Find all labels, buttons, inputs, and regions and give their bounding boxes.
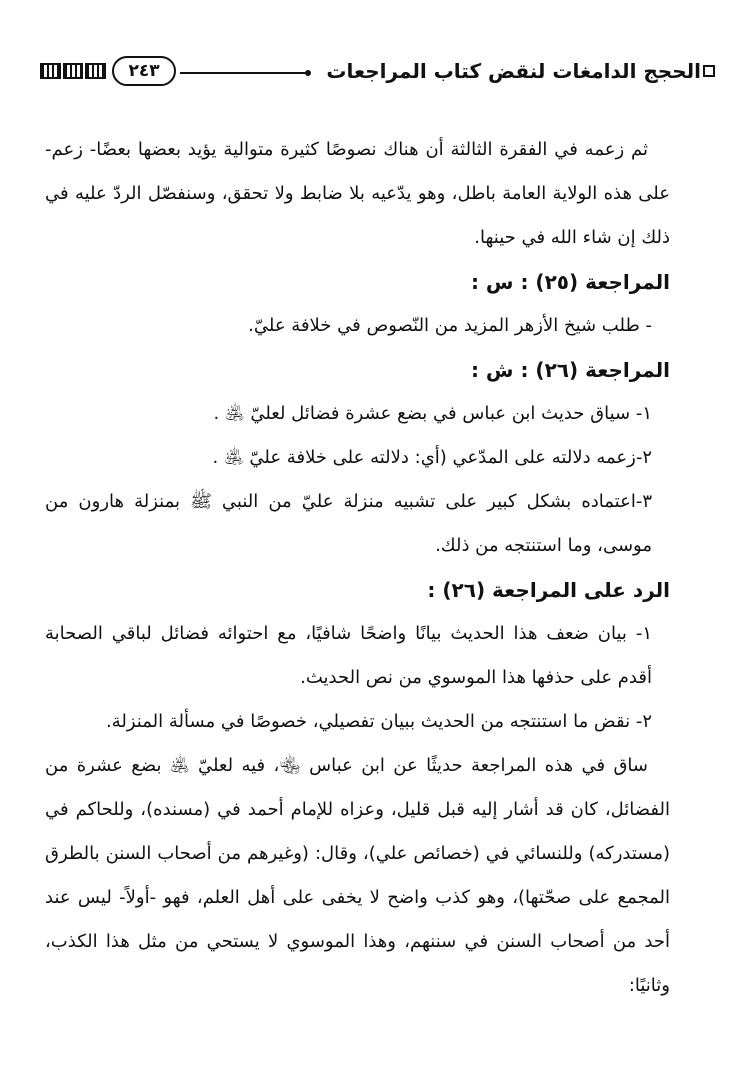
- ornament-icon: [40, 63, 61, 79]
- list-item: ١- بيان ضعف هذا الحديث بيانًا واضحًا شافيًا، مع احتوائه فضائل لباقي الصحابة أقدم على حذفها هذا الموسوي من نص الحديث.: [45, 623, 652, 688]
- list-item: ١- سياق حديث ابن عباس في بضع عشرة فضائل لعليّ ﵁ .: [213, 403, 652, 424]
- list-item: - طلب شيخ الأزهر المزيد من النّصوص في خلافة عليّ.: [248, 315, 652, 336]
- header-rule: [180, 72, 305, 74]
- page-number: ٢٤٣: [112, 56, 176, 86]
- section-heading-25: المراجعة (٢٥) : س :: [470, 270, 670, 294]
- list-item: ٢-زعمه دلالته على المدّعي (أي: دلالته على خلافة عليّ ﵁ .: [212, 447, 652, 468]
- list-item: ٢- نقض ما استنتجه من الحديث ببيان تفصيلي، خصوصًا في مسألة المنزلة.: [106, 711, 652, 732]
- running-title: الحجج الدامغات لنقض كتاب المراجعات: [326, 59, 701, 83]
- ornament-icon: [703, 65, 715, 77]
- paragraph-intro: ثم زعمه في الفقرة الثالثة أن هناك نصوصًا كثيرة متوالية يؤيد بعضها بعضًا- زعم- على هذه الولاية العامة باطل، وهو يدّعيه بلا ضابط ولا تحقق، وسنفصّل الردّ عليه في ذلك إن شاء الله في حينها.: [45, 139, 670, 248]
- section-heading-reply: الرد على المراجعة (٢٦) :: [427, 578, 670, 602]
- section-heading-26: المراجعة (٢٦) : ش :: [470, 358, 670, 382]
- page-header: [40, 56, 715, 92]
- ornament-border-icon: [40, 61, 106, 81]
- list-item: ٣-اعتماده بشكل كبير على تشبيه منزلة عليّ من النبي ﷺ بمنزلة هارون من موسى، وما استنتجه من ذلك.: [45, 491, 652, 556]
- page-body: [45, 128, 670, 1008]
- ornament-icon: [85, 63, 106, 79]
- ornament-icon: [63, 63, 84, 79]
- paragraph-discussion: ساق في هذه المراجعة حديثًا عن ابن عباس ﵄، فيه لعليّ ﵁ بضع عشرة من الفضائل، كان قد أشار إليه قبل قليل، وعزاه للإمام أحمد في (مسنده)، وللحاكم في (مستدركه) وللنسائي في (خصائص علي)، وقال: (وغيرهم من أصحاب السنن بالطرق المجمع على صحّتها)، وهو كذب واضح لا يخفى على أهل العلم، فهو -أولاً- ليس عند أحد من أصحاب السنن في سننهم، وهذا الموسوي لا يستحي من مثل هذا الكذب، وثانيًا:: [45, 755, 670, 996]
